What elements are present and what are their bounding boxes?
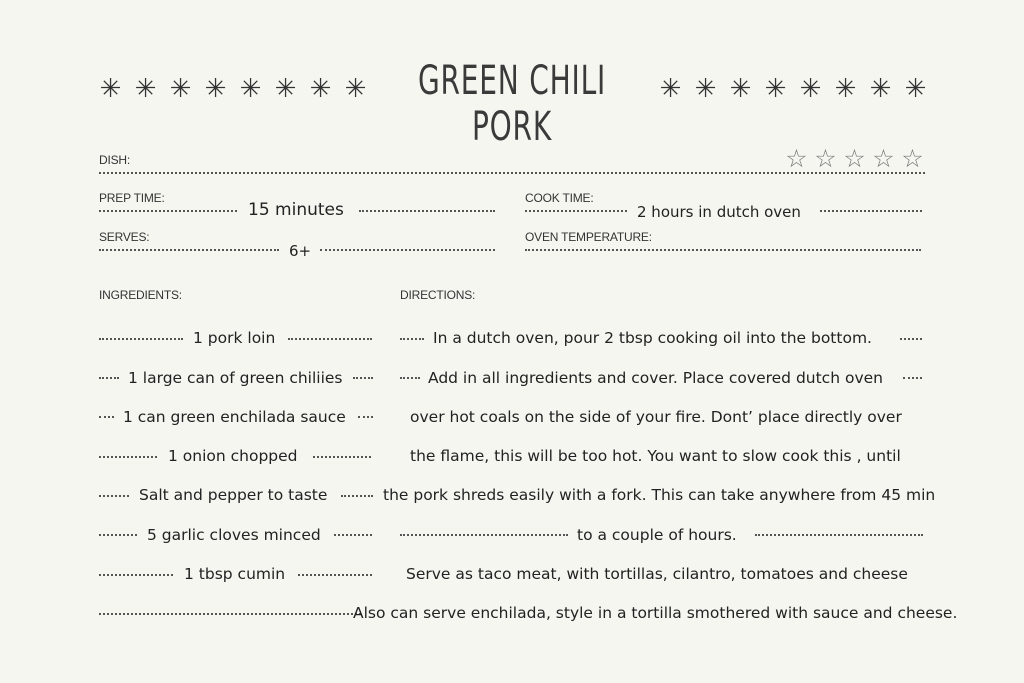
prep-time-line-right [359, 210, 495, 212]
right-star-decoration [653, 74, 933, 104]
star-outline-icon[interactable]: ☆ [843, 144, 868, 173]
asterisk-star-icon: ✳ [799, 74, 822, 104]
serves-line-right [320, 249, 495, 251]
ingredients-label: INGREDIENTS: [99, 288, 182, 302]
direction-line: Serve as taco meat, with tortillas, cilantro, tomatoes and cheese [406, 565, 908, 583]
asterisk-star-icon: ✳ [659, 74, 682, 104]
serves-value: 6+ [289, 242, 312, 260]
star-rating[interactable] [783, 144, 928, 173]
asterisk-star-icon: ✳ [869, 74, 892, 104]
serves-label: SERVES: [99, 230, 150, 244]
ingredient-dots [334, 534, 372, 536]
ingredient-dots [99, 574, 173, 576]
asterisk-star-icon: ✳ [169, 74, 192, 104]
direction-line: over hot coals on the side of your fire. Dont’ place directly over [410, 408, 902, 426]
ingredient-item: 1 tbsp cumin [184, 565, 286, 583]
dish-label: DISH: [99, 153, 131, 167]
star-outline-icon[interactable]: ☆ [901, 144, 926, 173]
ingredient-dots [353, 377, 373, 379]
direction-dots [755, 534, 923, 536]
serves-line-left [99, 249, 279, 251]
asterisk-star-icon: ✳ [99, 74, 122, 104]
ingredient-dots [99, 377, 119, 379]
ingredient-dots [298, 574, 372, 576]
star-outline-icon[interactable]: ☆ [814, 144, 839, 173]
cook-time-line-right [820, 210, 922, 212]
ingredient-item: 1 onion chopped [168, 447, 298, 465]
ingredient-item: 1 can green enchilada sauce [123, 408, 346, 426]
ingredient-item: 1 large can of green chiliies [128, 369, 343, 387]
asterisk-star-icon: ✳ [344, 74, 367, 104]
asterisk-star-icon: ✳ [309, 74, 332, 104]
asterisk-star-icon: ✳ [204, 74, 227, 104]
cook-time-value: 2 hours in dutch oven [637, 203, 801, 221]
star-outline-icon[interactable]: ☆ [872, 144, 897, 173]
asterisk-star-icon: ✳ [764, 74, 787, 104]
ingredient-dots [313, 456, 371, 458]
direction-line: Also can serve enchilada, style in a tortilla smothered with sauce and cheese. [353, 604, 958, 622]
direction-dots [900, 338, 922, 340]
ingredient-dots [99, 456, 157, 458]
direction-dots [400, 338, 424, 340]
direction-line: In a dutch oven, pour 2 tbsp cooking oil into the bottom. [433, 329, 872, 347]
ingredient-dots [99, 495, 129, 497]
cook-time-label: COOK TIME: [525, 191, 594, 205]
direction-line: the pork shreds easily with a fork. This can take anywhere from 45 min [383, 486, 936, 504]
ingredient-dots [288, 338, 372, 340]
asterisk-star-icon: ✳ [834, 74, 857, 104]
asterisk-star-icon: ✳ [134, 74, 157, 104]
oven-temp-label: OVEN TEMPERATURE: [525, 230, 652, 244]
asterisk-star-icon: ✳ [729, 74, 752, 104]
prep-time-value: 15 minutes [248, 200, 344, 220]
asterisk-star-icon: ✳ [274, 74, 297, 104]
direction-dots [903, 377, 922, 379]
directions-label: DIRECTIONS: [400, 288, 476, 302]
ingredient-item: 1 pork loin [193, 329, 276, 347]
direction-dots [400, 377, 420, 379]
title-row [0, 58, 1024, 150]
ingredient-item: 5 garlic cloves minced [147, 526, 321, 544]
ingredient-dots [358, 416, 373, 418]
dish-line [99, 172, 925, 174]
direction-line: the flame, this will be too hot. You want to slow cook this , until [410, 447, 901, 465]
prep-time-label: PREP TIME: [99, 191, 165, 205]
ingredient-dots [99, 416, 114, 418]
ingredient-dots [99, 613, 361, 615]
direction-line: to a couple of hours. [577, 526, 737, 544]
direction-line: Add in all ingredients and cover. Place covered dutch oven [428, 369, 883, 387]
ingredient-item: Salt and pepper to taste [139, 486, 328, 504]
oven-temp-line [525, 249, 921, 251]
ingredient-dots [341, 495, 373, 497]
direction-dots [400, 534, 568, 536]
prep-time-line-left [99, 210, 237, 212]
cook-time-line-left [525, 210, 627, 212]
asterisk-star-icon: ✳ [239, 74, 262, 104]
asterisk-star-icon: ✳ [904, 74, 927, 104]
ingredient-dots [99, 338, 183, 340]
asterisk-star-icon: ✳ [694, 74, 717, 104]
left-star-decoration [93, 74, 373, 104]
ingredient-dots [99, 534, 137, 536]
recipe-title: GREEN CHILI PORK [417, 58, 607, 150]
star-outline-icon[interactable]: ☆ [785, 144, 810, 173]
